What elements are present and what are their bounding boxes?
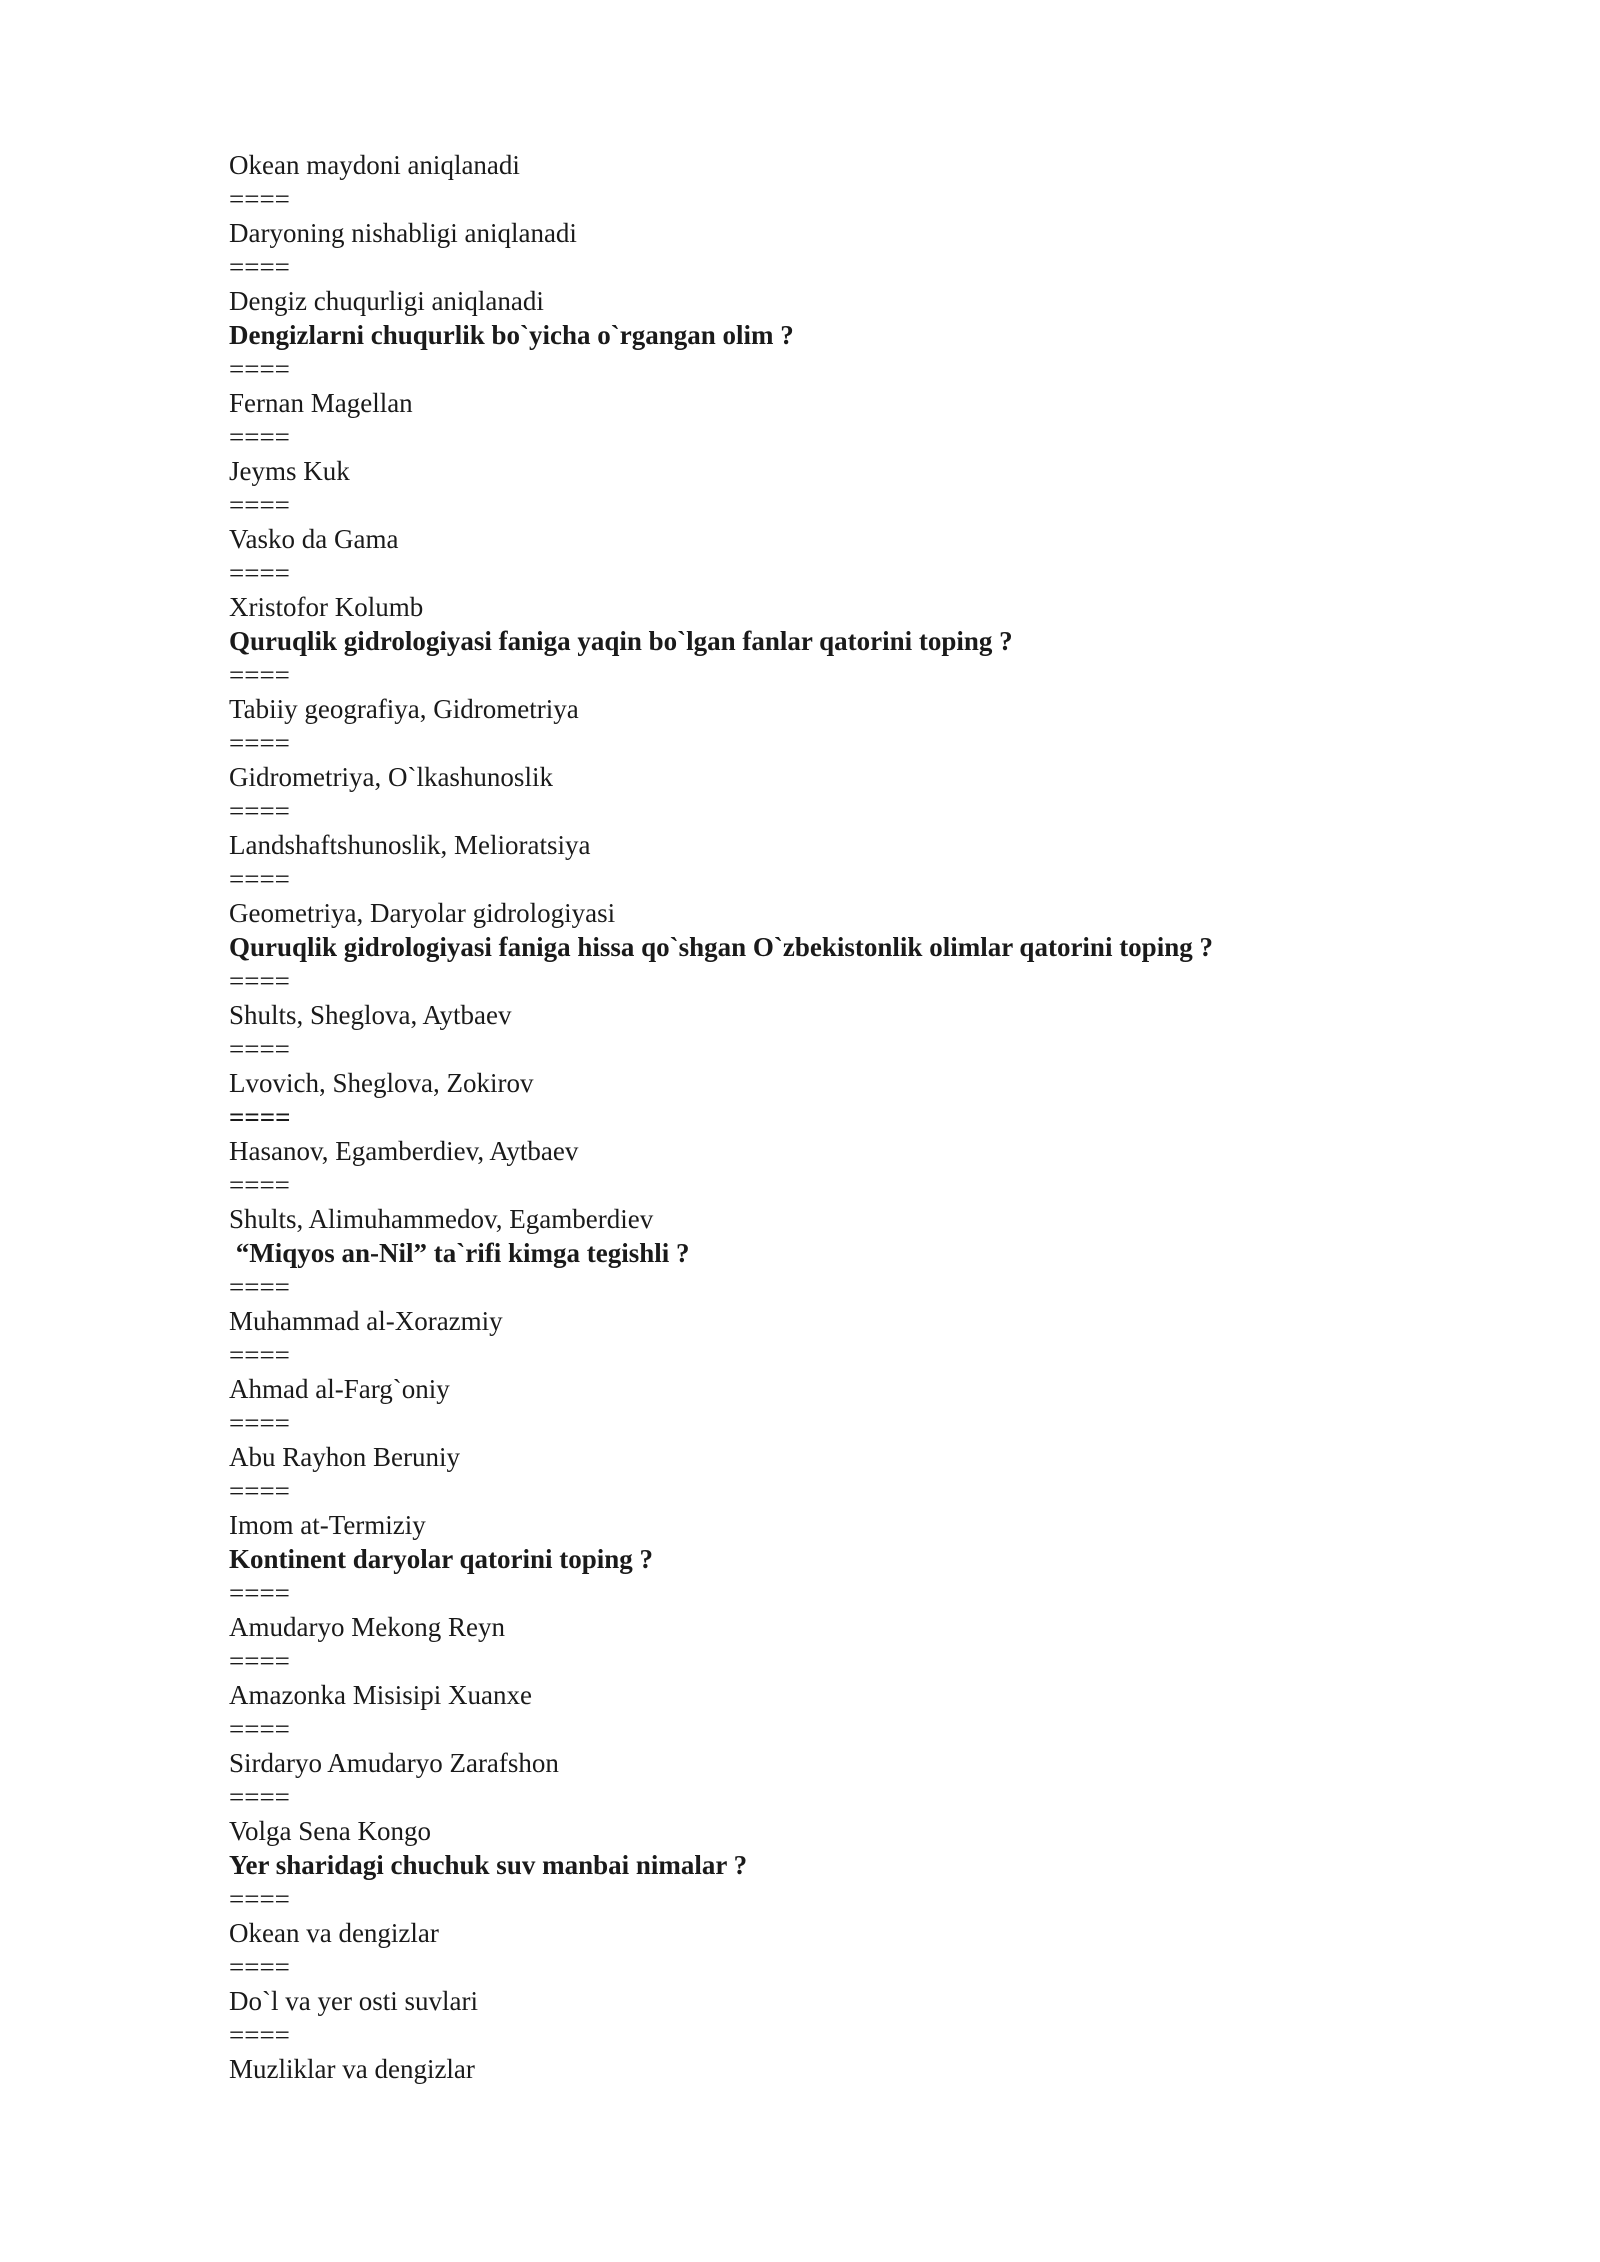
answer-text: Shults, Alimuhammedov, Egamberdiev <box>229 1204 654 1234</box>
separator: ==== <box>229 1646 290 1676</box>
question-text: Kontinent daryolar qatorini toping ? <box>229 1544 654 1574</box>
answer-text: Jeyms Kuk <box>229 456 350 486</box>
answer-text: Amazonka Misisipi Xuanxe <box>229 1680 532 1710</box>
answer-text: Do`l va yer osti suvlari <box>229 1986 478 2016</box>
separator: ==== <box>229 796 290 826</box>
separator: ==== <box>229 1340 290 1370</box>
question-text: Quruqlik gidrologiyasi faniga yaqin bo`lgan fanlar qatorini toping ? <box>229 626 1013 656</box>
separator: ==== <box>229 660 290 690</box>
separator: ==== <box>229 966 290 996</box>
separator: ==== <box>229 1170 290 1200</box>
separator: ==== <box>229 354 290 384</box>
separator: ==== <box>229 1408 290 1438</box>
question-text: “Miqyos an-Nil” ta`rifi kimga tegishli ? <box>229 1238 690 1268</box>
separator: ==== <box>229 1578 290 1608</box>
answer-text: Landshaftshunoslik, Melioratsiya <box>229 830 591 860</box>
separator: ==== <box>229 1714 290 1744</box>
separator: ==== <box>229 184 290 214</box>
answer-text: Geometriya, Daryolar gidrologiyasi <box>229 898 616 928</box>
answer-text: Tabiiy geografiya, Gidrometriya <box>229 694 579 724</box>
question-text: Quruqlik gidrologiyasi faniga hissa qo`shgan O`zbekistonlik olimlar qatorini toping ? <box>229 932 1213 962</box>
separator: ==== <box>229 1476 290 1506</box>
separator: ==== <box>229 1102 291 1132</box>
answer-text: Daryoning nishabligi aniqlanadi <box>229 218 577 248</box>
separator: ==== <box>229 1034 290 1064</box>
question-text: Dengizlarni chuqurlik bo`yicha o`rgangan olim ? <box>229 320 794 350</box>
answer-text: Fernan Magellan <box>229 388 413 418</box>
answer-text: Vasko da Gama <box>229 524 399 554</box>
separator: ==== <box>229 490 290 520</box>
answer-text: Hasanov, Egamberdiev, Aytbaev <box>229 1136 579 1166</box>
answer-text: Abu Rayhon Beruniy <box>229 1442 460 1472</box>
separator: ==== <box>229 1272 290 1302</box>
answer-text: Imom at-Termiziy <box>229 1510 426 1540</box>
answer-text: Dengiz chuqurligi aniqlanadi <box>229 286 544 316</box>
document-page <box>229 148 1379 2086</box>
answer-text: Okean va dengizlar <box>229 1918 439 1948</box>
answer-text: Volga Sena Kongo <box>229 1816 431 1846</box>
separator: ==== <box>229 1884 290 1914</box>
answer-text: Okean maydoni aniqlanadi <box>229 150 520 180</box>
separator: ==== <box>229 252 290 282</box>
answer-text: Shults, Sheglova, Aytbaev <box>229 1000 512 1030</box>
separator: ==== <box>229 422 290 452</box>
answer-text: Xristofor Kolumb <box>229 592 424 622</box>
answer-text: Gidrometriya, O`lkashunoslik <box>229 762 553 792</box>
answer-text: Lvovich, Sheglova, Zokirov <box>229 1068 534 1098</box>
separator: ==== <box>229 728 290 758</box>
answer-text: Sirdaryo Amudaryo Zarafshon <box>229 1748 559 1778</box>
answer-text: Muzliklar va dengizlar <box>229 2054 475 2084</box>
separator: ==== <box>229 1782 290 1812</box>
separator: ==== <box>229 2020 290 2050</box>
separator: ==== <box>229 558 290 588</box>
question-text: Yer sharidagi chuchuk suv manbai nimalar ? <box>229 1850 748 1880</box>
answer-text: Amudaryo Mekong Reyn <box>229 1612 505 1642</box>
answer-text: Ahmad al-Farg`oniy <box>229 1374 450 1404</box>
answer-text: Muhammad al-Xorazmiy <box>229 1306 503 1336</box>
separator: ==== <box>229 864 290 894</box>
separator: ==== <box>229 1952 290 1982</box>
